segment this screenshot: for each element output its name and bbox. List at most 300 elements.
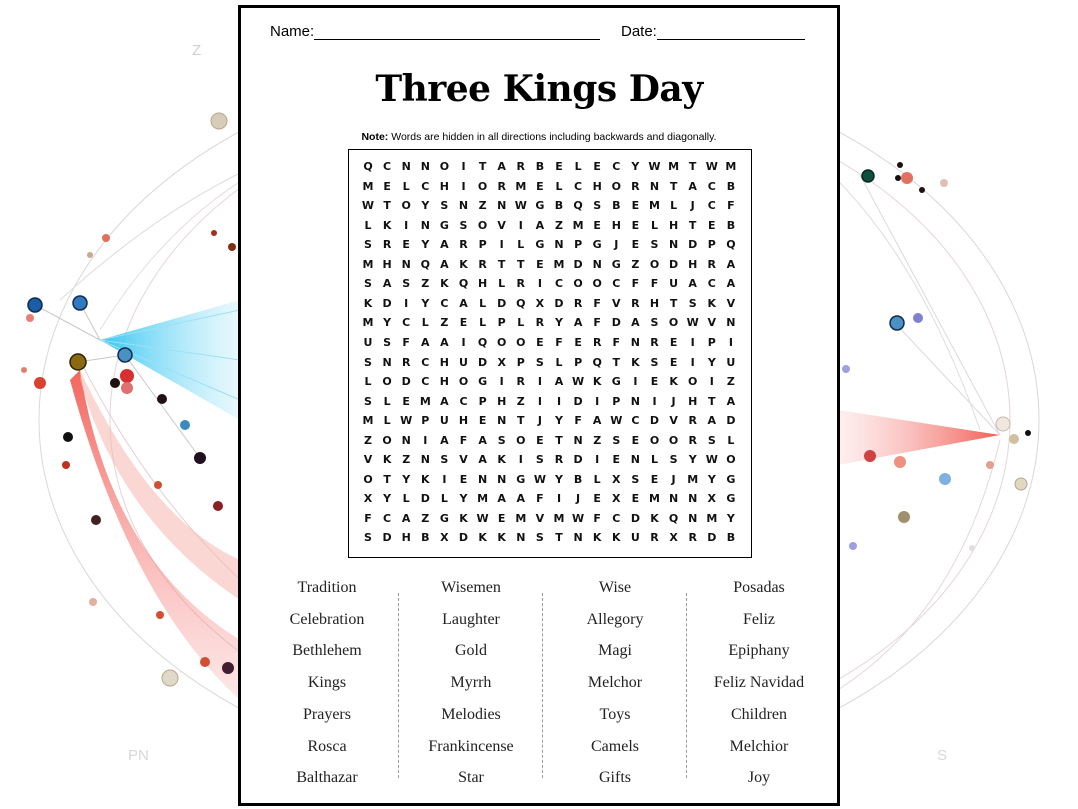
grid-row <box>349 160 751 180</box>
grid-letter: S <box>364 394 372 408</box>
word-list-item: Laughter <box>442 610 500 628</box>
grid-letter: M <box>649 492 660 506</box>
grid-letter: R <box>516 160 526 173</box>
grid-letter: L <box>421 316 429 330</box>
grid-letter: A <box>707 414 717 428</box>
grid-letter: G <box>611 257 621 271</box>
grid-letter: I <box>728 335 733 349</box>
grid-row <box>349 356 751 376</box>
grid-letter: O <box>382 433 392 447</box>
grid-letter: N <box>401 160 411 173</box>
grid-row <box>349 375 751 395</box>
grid-letter: U <box>439 414 449 428</box>
grid-letter: O <box>382 375 392 389</box>
grid-letter: S <box>688 296 697 310</box>
grid-letter: M <box>553 511 565 525</box>
grid-letter: W <box>361 199 375 213</box>
grid-letter: W <box>572 375 585 389</box>
grid-letter: I <box>404 296 409 310</box>
grid-letter: B <box>421 531 430 545</box>
word-list-item: Toys <box>599 705 631 723</box>
grid-letter: P <box>497 316 506 330</box>
word-list-item: Frankincense <box>428 737 514 755</box>
grid-letter: M <box>649 199 660 213</box>
grid-letter: H <box>649 296 660 310</box>
grid-letter: V <box>707 316 717 330</box>
grid-letter: L <box>402 179 410 193</box>
grid-letter: N <box>554 238 564 252</box>
grid-letter: Z <box>516 394 525 408</box>
grid-letter: D <box>458 531 469 545</box>
grid-letter: A <box>497 492 506 506</box>
grid-letter: O <box>477 179 488 193</box>
grid-letter: S <box>535 355 544 369</box>
grid-letter: E <box>631 492 640 506</box>
grid-letter: O <box>477 218 488 232</box>
grid-letter: R <box>688 414 697 428</box>
grid-letter: E <box>650 472 659 486</box>
grid-letter: B <box>612 199 621 213</box>
grid-letter: V <box>363 453 373 467</box>
date-blank <box>657 25 805 40</box>
grid-letter: O <box>668 433 679 447</box>
grid-letter: E <box>650 375 659 389</box>
grid-letter: D <box>554 296 564 310</box>
grid-letter: I <box>499 238 504 252</box>
grid-letter: I <box>595 453 600 467</box>
grid-letter: A <box>478 433 487 447</box>
grid-row <box>349 453 751 473</box>
grid-letter: F <box>364 511 372 525</box>
grid-letter: D <box>649 414 660 428</box>
grid-letter: A <box>440 394 449 408</box>
grid-letter: F <box>612 335 621 349</box>
bg-letter-z: Z <box>192 42 202 59</box>
grid-letter: R <box>650 335 659 349</box>
grid-row <box>349 492 751 512</box>
grid-letter: T <box>688 218 697 232</box>
grid-letter: S <box>631 472 640 486</box>
grid-letter: Y <box>459 492 468 506</box>
grid-letter: O <box>439 160 450 173</box>
grid-letter: B <box>726 218 736 232</box>
grid-letter: T <box>517 257 525 271</box>
grid-letter: I <box>518 218 523 232</box>
grid-letter: T <box>669 179 678 193</box>
word-list-item: Balthazar <box>296 769 358 787</box>
grid-letter: K <box>592 531 602 545</box>
grid-row <box>349 219 751 239</box>
grid-letter: J <box>671 394 676 408</box>
grid-letter: N <box>668 492 679 506</box>
grid-letter: O <box>516 335 526 349</box>
grid-letter: K <box>363 296 373 310</box>
grid-letter: E <box>593 160 601 173</box>
grid-letter: D <box>497 296 507 310</box>
grid-letter: P <box>421 414 430 428</box>
grid-letter: Y <box>555 316 563 330</box>
date-label: Date: <box>621 23 657 40</box>
grid-letter: E <box>459 472 468 486</box>
grid-letter: L <box>498 277 506 291</box>
word-list-item: Tradition <box>297 579 357 596</box>
grid-letter: A <box>440 335 449 349</box>
grid-letter: S <box>612 433 621 447</box>
grid-letter: L <box>517 316 525 330</box>
grid-letter: R <box>707 257 717 271</box>
grid-letter: S <box>535 531 544 545</box>
name-line <box>270 23 600 40</box>
grid-letter: R <box>401 355 411 369</box>
grid-letter: I <box>442 472 447 486</box>
grid-letter: Q <box>668 511 679 525</box>
grid-letter: S <box>440 453 449 467</box>
grid-letter: X <box>669 531 678 545</box>
grid-letter: Y <box>383 492 392 506</box>
grid-row <box>349 297 751 317</box>
grid-letter: A <box>440 433 449 447</box>
grid-letter: L <box>364 375 372 389</box>
grid-letter: O <box>497 335 507 349</box>
grid-letter: C <box>421 355 430 369</box>
grid-letter: U <box>669 277 679 291</box>
grid-letter: L <box>402 492 410 506</box>
grid-letter: C <box>631 414 640 428</box>
grid-letter: S <box>669 453 678 467</box>
grid-letter: I <box>404 218 409 232</box>
grid-letter: T <box>383 199 391 213</box>
grid-letter: Q <box>592 355 602 369</box>
grid-letter: K <box>497 531 506 545</box>
grid-letter: E <box>631 218 640 232</box>
grid-letter: C <box>574 179 583 193</box>
grid-letter: V <box>726 296 736 310</box>
grid-letter: N <box>420 453 430 467</box>
grid-letter: L <box>727 433 735 447</box>
grid-letter: P <box>707 335 716 349</box>
worksheet <box>238 5 840 806</box>
word-list-item: Children <box>731 705 787 723</box>
grid-row <box>349 336 751 356</box>
grid-letter: Y <box>707 472 716 486</box>
grid-letter: L <box>479 316 487 330</box>
grid-letter: D <box>630 511 640 525</box>
grid-letter: O <box>516 433 526 447</box>
grid-letter: A <box>573 316 583 330</box>
grid-letter: E <box>536 335 544 349</box>
grid-letter: C <box>402 316 411 330</box>
grid-letter: G <box>478 375 488 389</box>
grid-letter: E <box>478 414 487 428</box>
grid-letter: T <box>497 257 506 271</box>
column-separator <box>686 593 687 778</box>
grid-letter: K <box>382 218 392 232</box>
grid-letter: N <box>497 199 507 213</box>
grid-letter: D <box>669 257 679 271</box>
grid-letter: S <box>459 218 468 232</box>
grid-letter: H <box>439 355 449 369</box>
grid-letter: D <box>573 394 583 408</box>
grid-letter: R <box>516 375 526 389</box>
grid-letter: N <box>420 218 430 232</box>
grid-letter: F <box>555 335 563 349</box>
grid-letter: D <box>401 375 411 389</box>
grid-letter: T <box>478 160 487 173</box>
grid-letter: S <box>364 238 372 252</box>
grid-letter: A <box>688 179 697 193</box>
grid-letter: T <box>383 472 391 486</box>
grid-letter: F <box>459 433 468 447</box>
grid-letter: V <box>497 218 506 232</box>
grid-letter: A <box>421 335 430 349</box>
grid-letter: L <box>440 492 448 506</box>
word-list-item: Melchior <box>729 737 789 755</box>
grid-letter: E <box>593 492 601 506</box>
grid-letter: C <box>612 277 621 291</box>
grid-letter: J <box>537 414 542 428</box>
grid-letter: G <box>535 199 545 213</box>
grid-letter: M <box>477 492 489 506</box>
grid-letter: N <box>592 257 602 271</box>
grid-row <box>349 258 751 278</box>
grid-letter: G <box>592 238 602 252</box>
grid-letter: P <box>707 238 716 252</box>
grid-letter: W <box>476 511 489 525</box>
grid-letter: A <box>440 257 449 271</box>
grid-letter: E <box>612 453 621 467</box>
grid-letter: I <box>499 375 504 389</box>
grid-letter: O <box>668 316 679 330</box>
grid-row <box>349 238 751 258</box>
grid-letter: S <box>535 453 544 467</box>
grid-letter: A <box>478 453 487 467</box>
grid-row <box>349 531 751 551</box>
grid-letter: J <box>690 199 695 213</box>
grid-letter: W <box>533 472 546 486</box>
grid-letter: G <box>439 511 449 525</box>
grid-letter: E <box>708 218 716 232</box>
word-list-item: Camels <box>591 737 639 755</box>
grid-letter: O <box>592 277 602 291</box>
grid-letter: Y <box>707 355 716 369</box>
grid-letter: R <box>535 316 545 330</box>
grid-letter: X <box>612 492 621 506</box>
grid-letter: D <box>688 238 698 252</box>
grid-letter: M <box>515 511 527 525</box>
grid-letter: Z <box>593 433 602 447</box>
note-label: Note: <box>361 131 389 143</box>
grid-letter: V <box>535 511 545 525</box>
grid-letter: N <box>401 433 411 447</box>
grid-letter: O <box>649 257 660 271</box>
grid-letter: B <box>726 531 736 545</box>
grid-letter: V <box>612 296 621 310</box>
grid-letter: R <box>688 433 697 447</box>
grid-letter: S <box>650 238 659 252</box>
grid-letter: Q <box>420 257 430 271</box>
grid-letter: G <box>726 492 736 506</box>
grid-letter: Y <box>421 238 430 252</box>
grid-letter: L <box>364 218 372 232</box>
word-list-item: Feliz <box>743 610 775 628</box>
grid-letter: N <box>497 472 507 486</box>
grid-letter: E <box>669 335 678 349</box>
grid-letter: X <box>707 492 717 506</box>
grid-letter: V <box>459 453 468 467</box>
grid-letter: M <box>668 160 680 173</box>
grid-letter: S <box>650 316 659 330</box>
grid-letter: R <box>650 531 659 545</box>
word-list-item: Star <box>458 769 484 787</box>
grid-letter: G <box>439 218 449 232</box>
grid-row <box>349 199 751 219</box>
grid-letter: T <box>669 296 678 310</box>
grid-letter: E <box>631 433 640 447</box>
grid-letter: I <box>709 375 714 389</box>
word-list-item: Posadas <box>733 579 785 596</box>
grid-letter: R <box>554 453 564 467</box>
grid-letter: O <box>611 179 621 193</box>
grid-letter: S <box>650 355 659 369</box>
grid-letter: H <box>401 531 411 545</box>
grid-letter: G <box>516 472 526 486</box>
grid-letter: E <box>669 355 678 369</box>
word-search-grid <box>348 149 752 558</box>
grid-letter: E <box>574 335 582 349</box>
grid-letter: W <box>705 453 718 467</box>
grid-letter: S <box>402 277 411 291</box>
grid-letter: O <box>363 472 373 486</box>
word-list-item: Prayers <box>303 705 351 723</box>
grid-letter: S <box>707 433 716 447</box>
grid-letter: H <box>439 375 449 389</box>
grid-letter: X <box>440 531 449 545</box>
grid-letter: C <box>612 511 621 525</box>
grid-letter: K <box>592 375 602 389</box>
grid-letter: A <box>726 394 736 408</box>
grid-row <box>349 414 751 434</box>
grid-letter: B <box>726 179 736 193</box>
grid-letter: S <box>497 433 506 447</box>
grid-letter: M <box>362 179 374 193</box>
grid-letter: R <box>497 179 506 193</box>
grid-letter: Q <box>477 335 488 349</box>
grid-letter: M <box>572 218 584 232</box>
grid-letter: O <box>401 199 411 213</box>
grid-letter: M <box>419 394 431 408</box>
grid-letter: H <box>668 218 679 232</box>
grid-letter: N <box>630 335 640 349</box>
grid-letter: A <box>726 257 736 271</box>
word-list-item: Epiphany <box>728 642 790 660</box>
grid-letter: K <box>421 472 430 486</box>
grid-letter: A <box>401 511 411 525</box>
grid-letter: L <box>650 218 658 232</box>
grid-letter: O <box>726 453 736 467</box>
grid-letter: M <box>725 160 737 173</box>
grid-letter: A <box>592 414 602 428</box>
grid-letter: M <box>362 316 374 330</box>
grid-letter: C <box>421 179 430 193</box>
word-list-item: Rosca <box>307 737 347 755</box>
grid-letter: K <box>631 355 640 369</box>
grid-letter: Z <box>726 375 735 389</box>
word-list-item: Wise <box>598 579 632 596</box>
grid-letter: F <box>593 316 601 330</box>
grid-letter: S <box>364 277 372 291</box>
grid-letter: X <box>612 472 621 486</box>
grid-letter: R <box>516 277 526 291</box>
grid-letter: E <box>497 511 506 525</box>
grid-letter: U <box>630 531 640 545</box>
grid-letter: W <box>514 199 527 213</box>
name-blank <box>314 25 600 40</box>
grid-letter: Q <box>726 238 736 252</box>
grid-letter: L <box>574 160 582 173</box>
bg-letter-pn: PN <box>128 747 149 764</box>
grid-letter: H <box>439 179 449 193</box>
grid-letter: Y <box>421 199 430 213</box>
grid-letter: O <box>573 277 583 291</box>
grid-letter: A <box>631 316 640 330</box>
grid-letter: Y <box>726 511 735 525</box>
grid-row <box>349 512 751 532</box>
grid-letter: U <box>363 335 373 349</box>
grid-letter: N <box>668 238 679 252</box>
grid-letter: F <box>593 511 601 525</box>
grid-letter: I <box>423 433 428 447</box>
grid-letter: K <box>382 453 392 467</box>
grid-letter: M <box>362 257 374 271</box>
grid-letter: I <box>537 394 542 408</box>
grid-letter: Z <box>421 511 430 525</box>
grid-letter: P <box>516 355 525 369</box>
grid-letter: M <box>553 257 565 271</box>
grid-letter: Z <box>364 433 372 447</box>
grid-letter: B <box>573 472 583 486</box>
grid-letter: Y <box>402 472 411 486</box>
grid-letter: V <box>669 414 678 428</box>
grid-letter: G <box>611 375 621 389</box>
instructions-note <box>241 131 837 143</box>
grid-letter: R <box>573 296 583 310</box>
grid-letter: I <box>595 394 600 408</box>
grid-letter: I <box>633 375 638 389</box>
grid-row <box>349 395 751 415</box>
grid-letter: D <box>573 453 583 467</box>
grid-letter: R <box>631 179 640 193</box>
grid-letter: O <box>688 375 698 389</box>
grid-letter: F <box>631 277 640 291</box>
grid-letter: W <box>648 160 661 173</box>
grid-letter: H <box>458 414 469 428</box>
grid-letter: N <box>573 531 583 545</box>
grid-letter: S <box>440 199 449 213</box>
grid-letter: T <box>555 531 563 545</box>
grid-letter: K <box>440 277 449 291</box>
word-list-item: Kings <box>307 674 347 692</box>
grid-letter: A <box>382 277 392 291</box>
grid-letter: L <box>383 414 391 428</box>
grid-letter: P <box>612 394 621 408</box>
grid-letter: C <box>383 160 392 173</box>
grid-letter: F <box>650 277 659 291</box>
grid-letter: E <box>536 433 544 447</box>
grid-letter: Z <box>402 453 411 467</box>
grid-letter: Y <box>421 296 430 310</box>
grid-letter: F <box>574 414 582 428</box>
grid-letter: N <box>726 316 736 330</box>
